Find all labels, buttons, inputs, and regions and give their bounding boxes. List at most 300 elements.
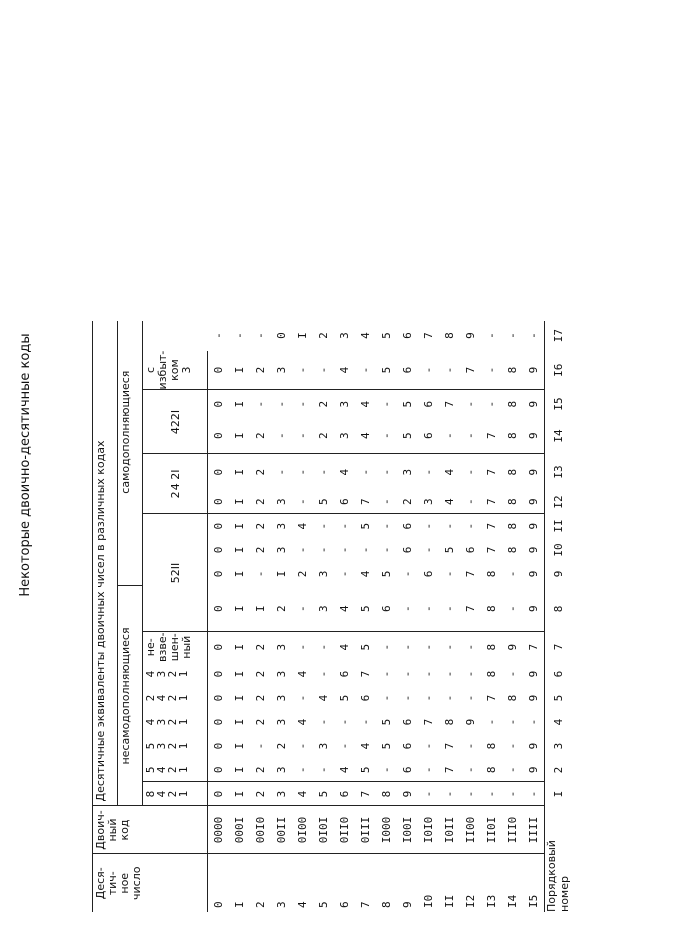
order-number: 5: [545, 686, 572, 710]
code-cell: 9: [527, 570, 540, 578]
order-number: 7: [545, 632, 572, 662]
code-cell: 5: [380, 718, 393, 726]
header-code-5321: 5 3 2 1: [143, 734, 208, 758]
code-cell: -: [464, 498, 477, 505]
code-cell: 8: [506, 366, 519, 374]
code-cell: 9: [527, 766, 540, 774]
code-cell: 4: [359, 742, 372, 750]
code-cell: 3: [397, 454, 418, 490]
code-cell: 9: [502, 632, 523, 662]
code-cell: 7: [460, 586, 481, 632]
page-title: Некоторые двоично-десятичные коды: [18, 333, 33, 597]
decimal-cell: I: [229, 854, 250, 912]
code-cell: 8: [506, 498, 519, 505]
code-cell: 0: [208, 454, 230, 490]
code-cell: -: [464, 694, 477, 702]
code-cell: 8: [443, 718, 456, 726]
code-cell: -: [292, 454, 313, 490]
code-cell: 8: [485, 570, 498, 578]
code-cell: 4: [359, 332, 372, 339]
code-cell: 5: [380, 742, 393, 750]
code-cell: 2: [317, 332, 330, 339]
binary-cell: IIII: [523, 806, 545, 854]
code-cell: 2: [254, 498, 267, 505]
code-cell: 0: [208, 390, 230, 418]
code-cell: 4: [296, 718, 309, 726]
code-cell: -: [254, 570, 267, 578]
binary-cell: 0I0I: [313, 806, 334, 854]
code-cell: 6: [401, 366, 414, 374]
code-cell: -: [317, 718, 330, 726]
code-cell: 4: [334, 632, 355, 662]
table-row: [313, 279, 334, 912]
code-cell: -: [355, 454, 376, 490]
code-cell: -: [254, 332, 267, 339]
code-cell: 9: [527, 742, 540, 750]
code-cell: 3: [275, 766, 288, 774]
code-cell: 5: [380, 366, 393, 374]
code-cell: -: [271, 390, 292, 418]
order-number: 9: [545, 562, 572, 586]
table-row: [355, 279, 376, 912]
code-cell: 3: [422, 498, 435, 505]
code-cell: 0: [208, 782, 230, 806]
code-cell: 7: [481, 514, 502, 538]
code-cell: 4: [338, 366, 351, 374]
code-cell: 6: [338, 498, 351, 505]
code-cell: -: [443, 366, 456, 374]
code-cell: -: [422, 366, 435, 374]
code-cell: -: [271, 454, 292, 490]
code-cell: -: [422, 546, 435, 554]
code-cell: -: [317, 546, 330, 554]
code-cell: 4: [439, 454, 460, 490]
code-cell: 7: [464, 570, 477, 578]
decimal-cell: 6: [334, 854, 355, 912]
code-cell: 9: [397, 782, 418, 806]
code-cell: -: [485, 718, 498, 726]
binary-cell: II00: [460, 806, 481, 854]
code-cell: 6: [359, 694, 372, 702]
table-row: [460, 279, 481, 912]
code-cell: 6: [401, 742, 414, 750]
code-cell: 9: [523, 454, 545, 490]
code-cell: 3: [275, 366, 288, 374]
code-cell: 0: [212, 432, 225, 439]
code-cell: -: [317, 766, 330, 774]
table-row: [271, 279, 292, 912]
code-cell: 2: [254, 546, 267, 554]
code-cell: 9: [527, 498, 540, 505]
code-cell: 2: [254, 432, 267, 439]
code-cell: -: [338, 570, 351, 578]
code-cell: -: [422, 670, 435, 678]
decimal-cell: 5: [313, 854, 334, 912]
code-cell: -: [443, 694, 456, 702]
code-cell: -: [439, 632, 460, 662]
code-cell: 4: [334, 454, 355, 490]
header-selfcomplementing: самодополняющиеся: [118, 321, 143, 586]
order-number: 6: [545, 662, 572, 686]
code-cell: 7: [485, 694, 498, 702]
code-cell: -: [292, 390, 313, 418]
order-number: I: [545, 782, 572, 806]
code-cell: -: [380, 498, 393, 505]
table-row: [292, 279, 313, 912]
code-cell: 5: [397, 390, 418, 418]
code-cell: 6: [464, 546, 477, 554]
code-cell: -: [292, 632, 313, 662]
binary-cell: 0II0: [334, 806, 355, 854]
code-cell: -: [334, 514, 355, 538]
code-cell: -: [439, 782, 460, 806]
header-binary: Двоич- ный код: [93, 806, 208, 854]
code-cell: 2: [254, 670, 267, 678]
code-cell: 8: [502, 390, 523, 418]
table-row: [376, 279, 397, 912]
table-row: [334, 279, 355, 912]
table-row: [250, 279, 271, 912]
code-cell: -: [376, 514, 397, 538]
code-cell: -: [380, 694, 393, 702]
code-cell: 2: [401, 498, 414, 505]
code-cell: -: [502, 782, 523, 806]
decimal-cell: 4: [292, 854, 313, 912]
header-code-4221: 422I: [143, 390, 208, 454]
decimal-cell: 2: [250, 854, 271, 912]
code-cell: -: [418, 632, 439, 662]
code-cell: -: [359, 546, 372, 554]
code-cell: 7: [355, 782, 376, 806]
binary-cell: I00I: [397, 806, 418, 854]
code-cell: 8: [485, 742, 498, 750]
binary-cell: I0I0: [418, 806, 439, 854]
code-cell: I: [296, 332, 309, 339]
code-cell: 0: [212, 670, 225, 678]
code-cell: 2: [250, 782, 271, 806]
code-cell: -: [443, 432, 456, 439]
order-number: I5: [545, 390, 572, 418]
code-cell: 0: [212, 718, 225, 726]
code-cell: 9: [523, 586, 545, 632]
code-cell: -: [250, 390, 271, 418]
decimal-cell: 7: [355, 854, 376, 912]
code-cell: -: [401, 570, 414, 578]
code-cell: 3: [271, 632, 292, 662]
code-cell: -: [485, 332, 498, 339]
code-cell: 3: [338, 432, 351, 439]
code-cell: I: [233, 694, 246, 702]
code-cell: -: [527, 718, 540, 726]
header-unweighted: не- взве- шен- ный: [143, 632, 208, 662]
code-cell: 9: [523, 514, 545, 538]
code-cell: 3: [338, 332, 351, 339]
code-cell: 4: [292, 514, 313, 538]
code-cell: 3: [313, 586, 334, 632]
code-cell: -: [464, 670, 477, 678]
code-cell: -: [233, 332, 246, 339]
code-cell: -: [296, 766, 309, 774]
code-cell: 7: [485, 432, 498, 439]
code-cell: -: [376, 632, 397, 662]
code-cell: I: [229, 454, 250, 490]
code-cell: 0: [212, 570, 225, 578]
code-cell: 8: [502, 454, 523, 490]
code-cell: 4: [443, 498, 456, 505]
binary-cell: 0III: [355, 806, 376, 854]
code-cell: 5: [338, 694, 351, 702]
code-cell: I: [275, 570, 288, 578]
code-cell: I: [233, 718, 246, 726]
code-cell: -: [296, 366, 309, 374]
code-cell: -: [313, 454, 334, 490]
code-cell: -: [338, 546, 351, 554]
code-cell: 6: [401, 332, 414, 339]
code-cell: 6: [422, 432, 435, 439]
code-cell: 8: [506, 546, 519, 554]
code-cell: 3: [317, 742, 330, 750]
code-cell: -: [211, 332, 225, 339]
code-cell: -: [376, 390, 397, 418]
code-cell: 7: [523, 632, 545, 662]
decimal-cell: II: [439, 854, 460, 912]
table-row: [481, 279, 502, 912]
code-cell: -: [418, 586, 439, 632]
table-row: [502, 279, 523, 912]
code-cell: -: [275, 432, 288, 439]
code-cell: -: [506, 570, 519, 578]
order-number: I6: [545, 351, 572, 390]
code-cell: 8: [506, 694, 519, 702]
decimal-cell: 0: [208, 854, 230, 912]
code-cell: 5: [359, 766, 372, 774]
order-number: II: [545, 514, 572, 538]
code-cell: 8: [481, 586, 502, 632]
code-cell: -: [460, 454, 481, 490]
code-cell: 9: [527, 546, 540, 554]
code-cell: -: [401, 694, 414, 702]
code-cell: -: [464, 742, 477, 750]
code-cell: 4: [359, 432, 372, 439]
code-cell: 7: [485, 498, 498, 505]
code-cell: 3: [275, 670, 288, 678]
code-cell: 7: [439, 390, 460, 418]
code-cell: 8: [485, 670, 498, 678]
header-noncomplementing: несамодополняющиеся: [118, 586, 143, 806]
code-cell: -: [296, 694, 309, 702]
code-cell: 3: [275, 546, 288, 554]
code-cell: -: [527, 332, 540, 339]
code-cell: 8: [506, 432, 519, 439]
code-cell: 3: [275, 694, 288, 702]
code-cell: 8: [481, 632, 502, 662]
code-cell: -: [254, 742, 267, 750]
code-cell: -: [506, 766, 519, 774]
binary-cell: 000I: [229, 806, 250, 854]
code-cell: 5: [380, 332, 393, 339]
code-cell: -: [464, 766, 477, 774]
order-number: I0: [545, 538, 572, 562]
code-cell: I: [233, 570, 246, 578]
code-cell: 4: [296, 670, 309, 678]
header-code-8421: 8 4 2 1: [143, 782, 208, 806]
code-cell: -: [506, 718, 519, 726]
decimal-cell: I3: [481, 854, 502, 912]
code-cell: 5: [355, 586, 376, 632]
code-cell: -: [485, 366, 498, 374]
code-cell: 4: [334, 586, 355, 632]
code-cell: -: [418, 514, 439, 538]
code-cell: -: [481, 782, 502, 806]
code-cell: 2: [254, 766, 267, 774]
code-cell: 5: [317, 498, 330, 505]
code-cell: 0: [208, 514, 230, 538]
code-cell: -: [401, 670, 414, 678]
code-cell: 9: [527, 432, 540, 439]
code-cell: I: [229, 514, 250, 538]
code-cell: I: [229, 390, 250, 418]
table-row: [439, 279, 460, 912]
code-cell: -: [443, 670, 456, 678]
code-cell: 4: [338, 766, 351, 774]
code-cell: 2: [271, 586, 292, 632]
code-cell: I: [233, 670, 246, 678]
code-cell: I: [233, 366, 246, 374]
code-cell: 9: [527, 670, 540, 678]
code-cell: 8: [443, 332, 456, 339]
code-cell: 8: [502, 514, 523, 538]
binary-cell: II0I: [481, 806, 502, 854]
code-cell: 5: [313, 782, 334, 806]
code-cell: 0: [212, 366, 225, 374]
code-cell: 5: [355, 632, 376, 662]
code-cell: 4: [317, 694, 330, 702]
code-cell: 6: [334, 782, 355, 806]
code-cell: 5: [443, 546, 456, 554]
order-number: I4: [545, 418, 572, 454]
code-cell: 3: [275, 718, 288, 726]
code-cell: I: [233, 742, 246, 750]
code-cell: 9: [527, 366, 540, 374]
code-cell: 5: [380, 570, 393, 578]
code-cell: -: [313, 632, 334, 662]
table-row: [418, 279, 439, 912]
code-cell: I: [233, 766, 246, 774]
code-cell: 3: [317, 570, 330, 578]
code-cell: -: [418, 782, 439, 806]
order-number: 2: [545, 758, 572, 782]
code-cell: 0: [212, 766, 225, 774]
code-cell: 0: [212, 742, 225, 750]
code-cell: -: [359, 718, 372, 726]
code-cell: 0: [208, 632, 230, 662]
order-number: 8: [545, 586, 572, 632]
decimal-cell: 8: [376, 854, 397, 912]
codes-table: [92, 279, 571, 912]
code-cell: 6: [401, 718, 414, 726]
header-code-4321b: 4 3 2 1: [143, 662, 208, 686]
code-cell: -: [317, 366, 330, 374]
code-cell: 2: [317, 432, 330, 439]
code-cell: -: [460, 632, 481, 662]
code-cell: I: [229, 586, 250, 632]
code-cell: 9: [527, 694, 540, 702]
code-cell: 8: [485, 766, 498, 774]
order-number: I7: [545, 321, 572, 351]
code-cell: 6: [418, 390, 439, 418]
order-number: 4: [545, 710, 572, 734]
code-cell: 9: [464, 332, 477, 339]
code-cell: 6: [397, 514, 418, 538]
table-row: [523, 279, 545, 912]
code-cell: -: [313, 514, 334, 538]
code-cell: -: [481, 390, 502, 418]
code-cell: I: [250, 586, 271, 632]
code-cell: 6: [401, 766, 414, 774]
code-cell: 7: [464, 366, 477, 374]
decimal-cell: I0: [418, 854, 439, 912]
header-decimal: Деся- тич- ное число: [93, 854, 208, 912]
code-cell: I: [233, 432, 246, 439]
header-code-4321: 4 3 2 1: [143, 710, 208, 734]
code-cell: -: [422, 766, 435, 774]
code-cell: 0: [208, 586, 230, 632]
binary-cell: 0000: [208, 806, 230, 854]
code-cell: 2: [250, 454, 271, 490]
code-cell: -: [292, 586, 313, 632]
code-cell: -: [418, 454, 439, 490]
code-cell: 2: [254, 366, 267, 374]
code-cell: -: [397, 586, 418, 632]
header-equivalents: Десятичные эквиваленты двоичных чисел в различных кодах: [93, 321, 118, 806]
header-code-5211: 52II: [143, 514, 208, 632]
decimal-cell: I2: [460, 854, 481, 912]
code-cell: 3: [271, 782, 292, 806]
decimal-cell: I5: [523, 854, 545, 912]
code-cell: 5: [355, 514, 376, 538]
table-row: [229, 279, 250, 912]
code-cell: 5: [401, 432, 414, 439]
header-code-2421-self: 2 4 2I: [143, 454, 208, 514]
code-cell: 3: [271, 514, 292, 538]
code-cell: -: [380, 670, 393, 678]
code-cell: 3: [275, 498, 288, 505]
code-cell: -: [422, 694, 435, 702]
code-cell: -: [506, 670, 519, 678]
code-cell: 2: [250, 514, 271, 538]
code-cell: -: [397, 632, 418, 662]
code-cell: -: [523, 782, 545, 806]
code-cell: -: [439, 514, 460, 538]
code-cell: I: [233, 498, 246, 505]
code-cell: 2: [313, 390, 334, 418]
code-cell: 0: [212, 546, 225, 554]
code-cell: -: [464, 432, 477, 439]
code-cell: 2: [296, 570, 309, 578]
code-cell: 3: [334, 390, 355, 418]
code-cell: -: [338, 742, 351, 750]
code-cell: 4: [292, 782, 313, 806]
decimal-cell: 3: [271, 854, 292, 912]
code-cell: -: [380, 546, 393, 554]
code-cell: 7: [443, 766, 456, 774]
order-label: Порядковый номер: [545, 806, 572, 912]
code-cell: 2: [275, 742, 288, 750]
code-cell: -: [296, 432, 309, 439]
header-excess3: с избыт- ком 3: [143, 351, 208, 390]
code-cell: -: [422, 742, 435, 750]
binary-cell: 00I0: [250, 806, 271, 854]
